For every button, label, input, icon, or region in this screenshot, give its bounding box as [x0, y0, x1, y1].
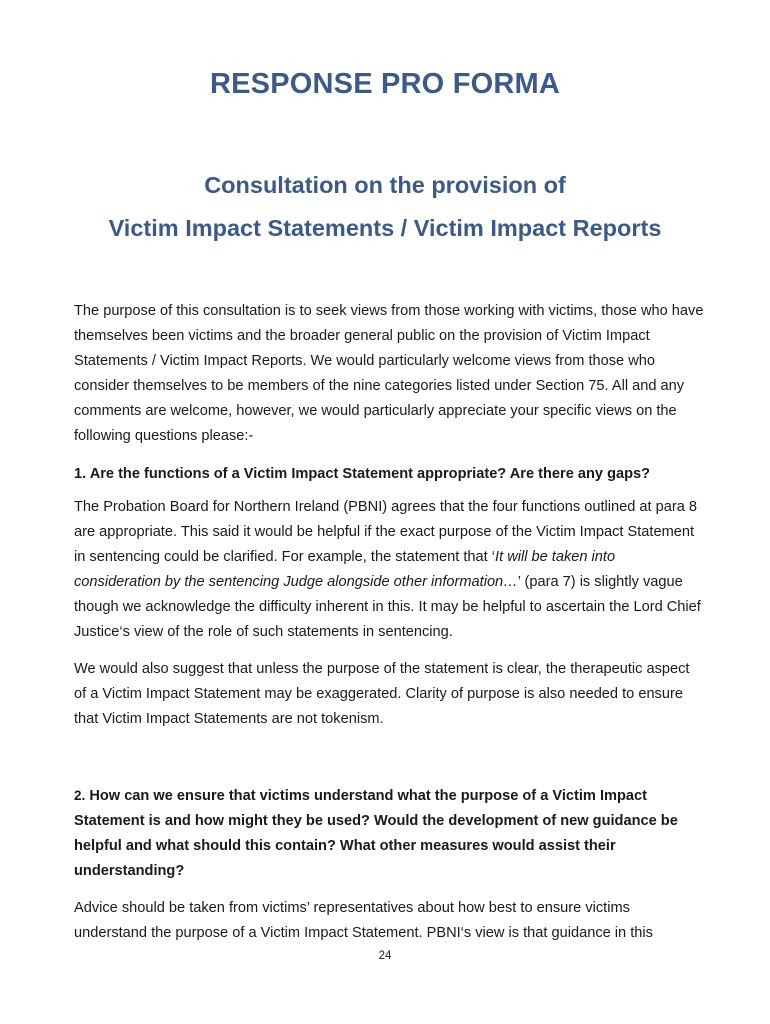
question-1 [74, 462, 704, 487]
answer-1-part-2: ’ (para 7) is slightly vague though we acknowledge the difficulty inherent in this. It may be helpful to ascertain the Lord Chief Justice‘s view of the role of such statements in sentencing. [74, 574, 701, 640]
subtitle-line-1: Consultation on the provision of [204, 172, 566, 198]
question-1-text: Are the functions of a Victim Impact Statement appropriate? Are there any gaps? [89, 466, 651, 482]
question-2 [74, 783, 704, 884]
question-1-answer [74, 495, 704, 645]
intro-paragraph: The purpose of this consultation is to seek views from those working with victims, those who have themselves been victims and the broader general public on the provision of Victim Impact Statements / Victim Impact Reports. We would particularly welcome views from those who consider themselves to be members of the nine categories listed under Section 75. All and any comments are welcome, however, we would particularly appreciate your specific views on the following questions please:- [74, 303, 704, 444]
question-1-answer-2: We would also suggest that unless the purpose of the statement is clear, the therapeutic aspect of a Victim Impact Statement may be exaggerated. Clarity of purpose is also needed to ensure that Victim Impact Statements are not tokenism. [74, 661, 690, 727]
question-2-answer: Advice should be taken from victims’ representatives about how best to ensure victims understand the purpose of a Victim Impact Statement. PBNI‘s view is that guidance in this [74, 900, 653, 941]
answer-1-quote: It will be taken into consideration by the sentencing Judge alongside other information… [74, 549, 616, 590]
page-number: 24 [378, 950, 392, 962]
answer-1-part-1: The Probation Board for Northern Ireland (PBNI) agrees that the four functions outlined at para 8 are appropriate. This said it would be helpful if the exact purpose of the Victim Impact Statement in sentencing could be clarified. For example, the statement that ‘ [74, 499, 698, 565]
document-title: RESPONSE PRO FORMA [209, 68, 561, 100]
question-2-text: How can we ensure that victims understand what the purpose of a Victim Impact Statement is and how might they be used? Would the development of new guidance be helpful and what should this contain? What other measures would assist their understanding? [74, 788, 678, 879]
question-1-number: 1. [74, 466, 87, 482]
question-2-number: 2. [74, 788, 86, 803]
subtitle-line-2: Victim Impact Statements / Victim Impact Reports [108, 215, 662, 241]
